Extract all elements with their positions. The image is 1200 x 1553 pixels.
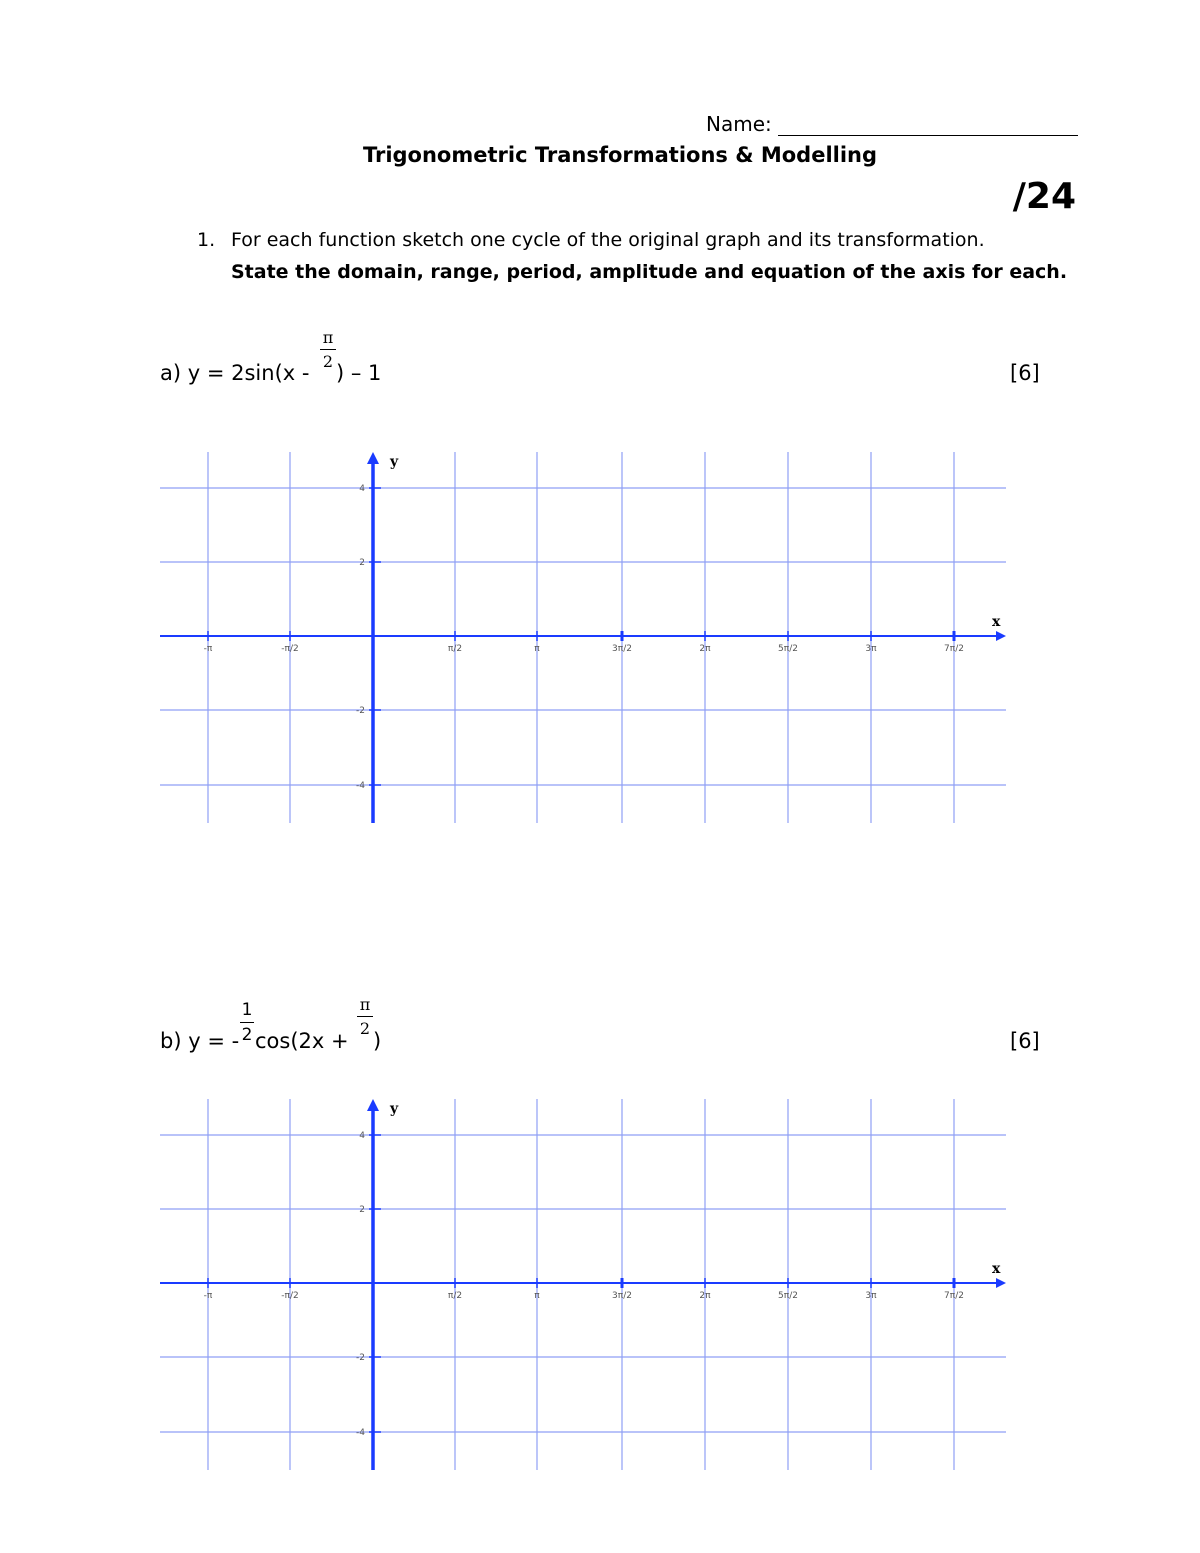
part-b-y-tick-label: 4: [359, 1131, 365, 1141]
part-b-x-tick-label: 5π/2: [778, 1291, 798, 1301]
part-b-marks: [6]: [1010, 1029, 1040, 1053]
part-a-marks: [6]: [1010, 361, 1040, 385]
part-b-x-tick-label: 7π/2: [944, 1291, 964, 1301]
part-b-x-tick-label: 3π/2: [612, 1291, 632, 1301]
part-a-y-tick-label: 4: [359, 484, 365, 494]
part-b-coefficient: [240, 1000, 254, 1045]
part-a-y-axis-arrow: [367, 452, 379, 464]
part-a-y-tick-label: 2: [359, 558, 365, 568]
part-a-x-tick-label: π: [534, 644, 540, 654]
part-a-y-axis-label: y: [390, 454, 399, 470]
part-b-eq-right: ): [373, 1029, 382, 1053]
question-number: 1.: [197, 229, 216, 251]
part-b-x-axis-label: x: [992, 1261, 1001, 1277]
part-b-y-axis-label: y: [390, 1101, 399, 1117]
part-a-fraction: [320, 328, 336, 371]
part-a-eq-right: ) – 1: [336, 361, 382, 385]
part-a-equation: [160, 361, 309, 385]
part-b-x-axis-arrow: [996, 1278, 1006, 1288]
name-blank-line[interactable]: [778, 115, 1078, 136]
question-instruction: For each function sketch one cycle of the original graph and its transformation.: [231, 229, 985, 251]
part-b-y-tick-label: -2: [356, 1353, 365, 1363]
part-b-y-axis-arrow: [367, 1099, 379, 1111]
part-b-fraction: [357, 995, 373, 1038]
part-a-x-tick-label: 5π/2: [778, 644, 798, 654]
part-b-y-tick-label: -4: [356, 1428, 365, 1438]
total-score: /24: [1012, 176, 1076, 217]
part-a-x-axis-label: x: [992, 614, 1001, 630]
part-a-frac-den: 2: [322, 352, 334, 371]
part-b-eq-mid: cos(2x +: [255, 1029, 349, 1053]
part-b-eq-left: y = -: [188, 1029, 240, 1053]
part-a-x-tick-label: -π: [203, 644, 213, 654]
part-b-x-tick-label: -π/2: [281, 1291, 299, 1301]
part-b-x-tick-label: π/2: [447, 1291, 463, 1301]
part-b-frac-num: π: [359, 995, 371, 1014]
part-a-y-tick-label: -4: [356, 781, 365, 791]
part-a-x-tick-label: -π/2: [281, 644, 299, 654]
part-b-frac-den: 2: [359, 1019, 371, 1038]
part-b-x-tick-label: 2π: [699, 1291, 711, 1301]
part-a-label: a): [160, 361, 182, 385]
part-a-y-tick-label: -2: [356, 706, 365, 716]
part-a-x-axis-arrow: [996, 631, 1006, 641]
part-b-x-tick-label: 3π: [865, 1291, 877, 1301]
name-label: Name:: [706, 112, 772, 136]
name-field: [706, 112, 1078, 136]
part-a-x-tick-label: π/2: [447, 644, 463, 654]
question-bold-instruction: State the domain, range, period, amplitude and equation of the axis for each.: [231, 261, 1068, 283]
part-b-coef-den: 2: [241, 1025, 253, 1045]
part-a-x-tick-label: 3π/2: [612, 644, 632, 654]
part-b-label: b): [160, 1029, 182, 1053]
part-b-grid[interactable]: [150, 1092, 1020, 1477]
part-b-y-tick-label: 2: [359, 1205, 365, 1215]
part-a-x-tick-label: 7π/2: [944, 644, 964, 654]
part-b-equation: [160, 1029, 239, 1053]
part-b-x-tick-label: -π: [203, 1291, 213, 1301]
part-a-frac-num: π: [322, 328, 334, 347]
part-b-x-tick-label: π: [534, 1291, 540, 1301]
part-a-x-tick-label: 2π: [699, 644, 711, 654]
worksheet-title: Trigonometric Transformations & Modelling: [362, 143, 878, 167]
part-a-eq-left: y = 2sin(x -: [187, 361, 310, 385]
part-a-x-tick-label: 3π: [865, 644, 877, 654]
part-a-grid[interactable]: [150, 445, 1020, 830]
part-b-coef-num: 1: [241, 1000, 253, 1020]
